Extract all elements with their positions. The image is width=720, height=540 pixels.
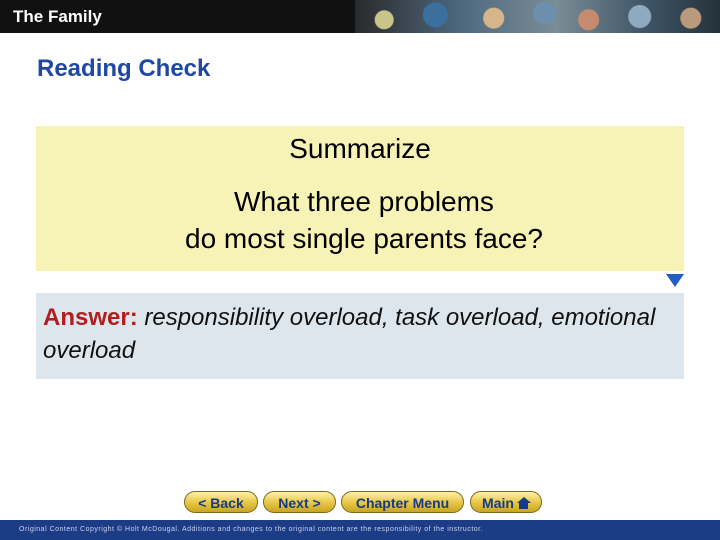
triangle-down-icon	[666, 274, 684, 287]
main-button[interactable]	[470, 491, 542, 513]
back-button[interactable]	[184, 491, 258, 513]
question-line-1: What three problems	[234, 186, 494, 217]
question-line-2: do most single parents face?	[185, 223, 543, 254]
slide-heading: Reading Check	[37, 55, 211, 82]
question-text	[0, 183, 720, 257]
next-button-label: Next >	[278, 495, 321, 511]
answer-text: responsibility overload, task overload, emotional overload	[43, 304, 656, 364]
answer	[43, 301, 673, 367]
chapter-menu-label: Chapter Menu	[355, 495, 450, 511]
footer-bar	[0, 520, 720, 540]
chapter-menu-button[interactable]	[341, 491, 464, 513]
header-photo-collage	[355, 0, 720, 33]
main-button-label: Main	[482, 495, 514, 511]
copyright-text: Original Content Copyright © Holt McDougal. Additions and changes to the original content are the responsibility of the instructor.	[19, 526, 484, 533]
question-subheading: Summarize	[289, 133, 431, 164]
back-button-label: < Back	[198, 495, 244, 511]
header-bar	[0, 0, 720, 33]
home-icon	[517, 497, 530, 509]
answer-label: Answer:	[43, 304, 138, 331]
next-button[interactable]	[263, 491, 336, 513]
chapter-title: The Family	[13, 7, 102, 26]
